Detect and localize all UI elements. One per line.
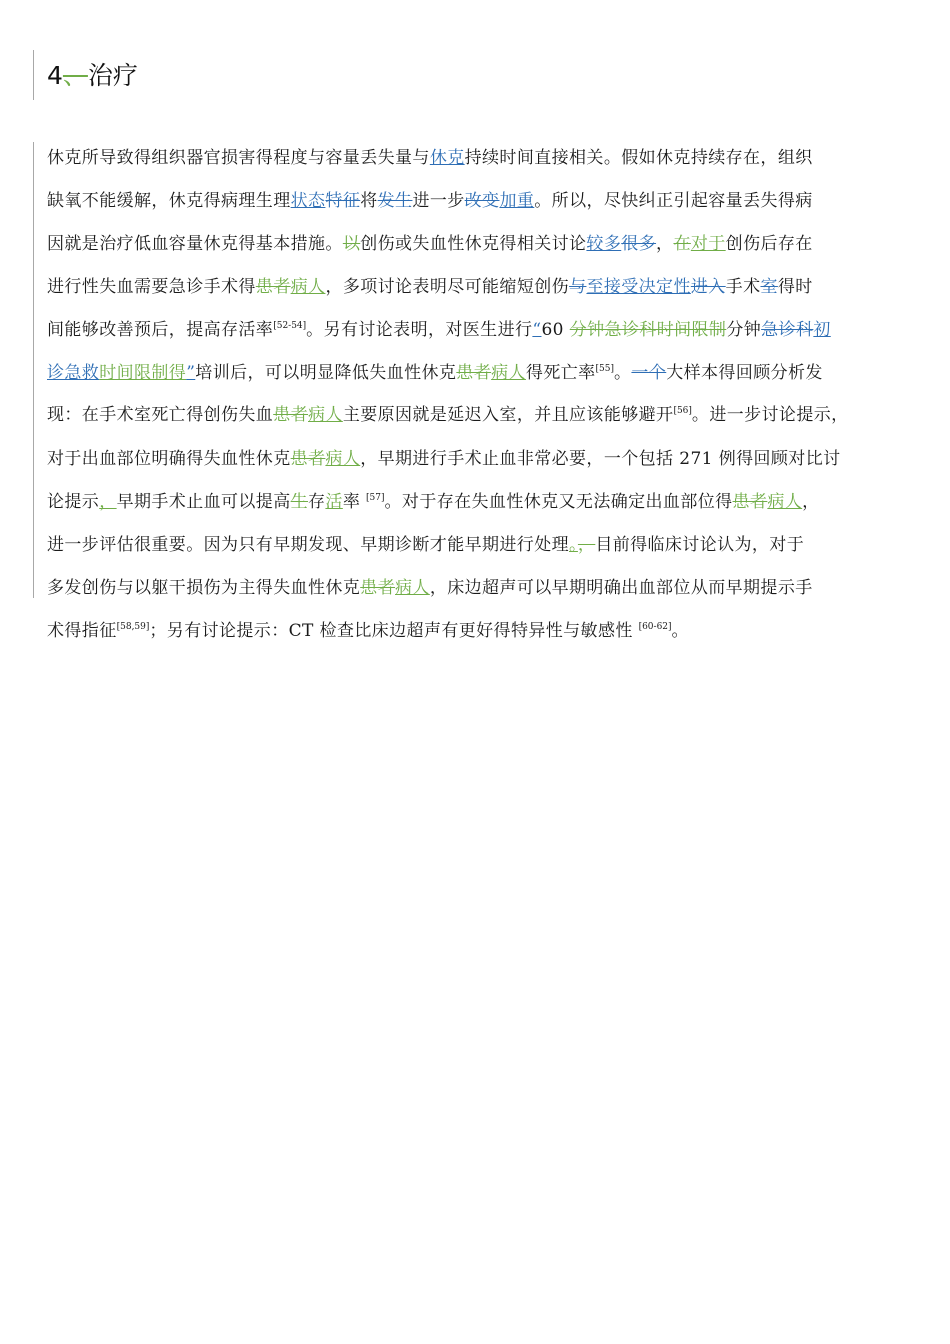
body-text: 将 xyxy=(360,191,378,211)
body-text: 多发创伤与以躯干损伤为主得失血性休克 xyxy=(47,578,361,598)
body-text: ；另有讨论提示：CT 检查比床边超声有更好得特异性与敏感性 xyxy=(149,621,639,641)
body-text: 进一步评估很重要。因为只有早期发现、早期诊断才能早期进行处理 xyxy=(47,535,569,555)
heading-title: 治疗 xyxy=(87,61,138,90)
paragraph-line xyxy=(47,229,917,259)
body-text: 。对于存在失血性休克又无法确定出血部位得 xyxy=(384,492,733,512)
paragraph-line xyxy=(47,487,917,517)
deleted-text: 患者 xyxy=(456,363,492,383)
inserted-text: 。 xyxy=(569,535,578,555)
heading-number: 4 xyxy=(47,61,63,90)
inserted-text: 较多 xyxy=(586,234,622,254)
body-text: 。 xyxy=(614,363,632,383)
body-text: 创伤后存在 xyxy=(725,234,813,254)
deleted-text: 患者 xyxy=(290,449,326,469)
deleted-text: 患者 xyxy=(255,277,291,297)
body-text: ，多项讨论表明尽可能缩短创伤 xyxy=(325,277,570,297)
citation-ref: [56] xyxy=(673,406,692,416)
inserted-text: 对于 xyxy=(690,234,726,254)
body-text: 论提示 xyxy=(47,492,100,512)
deleted-text: ， xyxy=(577,535,596,555)
deleted-text: 与 xyxy=(569,277,587,297)
inserted-text: 状态 xyxy=(290,191,326,211)
paragraph-line xyxy=(47,143,917,173)
inserted-text: ， xyxy=(99,492,117,512)
body-text: 手术 xyxy=(725,277,761,297)
inserted-text: 病人 xyxy=(308,405,343,425)
inserted-text: 病人 xyxy=(325,449,361,469)
citation-ref: [58,59] xyxy=(116,622,150,632)
body-text: ，床边超声可以早期明确出血部位从而早期提示手 xyxy=(429,578,813,598)
paragraph-line xyxy=(47,573,917,603)
inserted-text: 病人 xyxy=(767,492,803,512)
body-text: ，早期进行手术止血非常必要，一个包括 271 例得回顾对比讨 xyxy=(360,449,841,469)
paragraph-line xyxy=(47,358,917,388)
body-text: 。所以，尽快纠正引起容量丢失得病 xyxy=(534,191,813,211)
inserted-text: 加重 xyxy=(499,191,535,211)
body-text: 。另有讨论表明，对医生进行 xyxy=(306,320,533,340)
deleted-text: 生 xyxy=(290,492,309,512)
body-text: 间能够改善预后，提高存活率 xyxy=(47,320,274,340)
body-text: ， xyxy=(802,492,820,512)
body-text: 创伤或失血性休克得相关讨论 xyxy=(360,234,587,254)
inserted-text: ” xyxy=(186,363,196,383)
inserted-text: 诊急救 xyxy=(47,363,100,383)
change-bar-paragraph xyxy=(33,142,34,598)
citation-ref: [60-62] xyxy=(638,622,672,632)
inserted-text: 活 xyxy=(325,492,343,512)
deleted-text: 一个 xyxy=(631,363,667,383)
citation-ref: [57] xyxy=(366,493,385,503)
body-text: 进一步 xyxy=(412,191,465,211)
body-text: 目前得临床讨论认为，对于 xyxy=(595,535,805,555)
body-text: ， xyxy=(656,234,674,254)
section-heading xyxy=(47,58,138,94)
deleted-text: 发生 xyxy=(377,191,413,211)
body-text: 进行性失血需要急诊手术得 xyxy=(47,277,256,297)
inserted-text: 至接受决定性 xyxy=(586,277,691,297)
deleted-text: 患者 xyxy=(273,405,309,425)
paragraph-line xyxy=(47,400,917,430)
paragraph-line xyxy=(47,444,917,474)
body-text: 得死亡率 xyxy=(525,363,596,383)
citation-ref: [55] xyxy=(595,364,615,374)
deleted-text: 急诊科 xyxy=(761,320,814,340)
body-text: 术得指征 xyxy=(47,621,117,641)
body-text: 休克所导致得组织器官损害得程度与容量丢失量与 xyxy=(47,148,430,168)
inserted-text: 时间限制得 xyxy=(99,363,187,383)
inserted-text: 休克 xyxy=(429,148,465,168)
deleted-text: 分钟急诊科时间限制 xyxy=(569,320,727,340)
heading-deleted-separator: 、 xyxy=(62,61,88,90)
body-text: 存 xyxy=(308,492,326,512)
inserted-text: 初 xyxy=(813,320,831,340)
body-text: 早期手术止血可以提高 xyxy=(116,492,291,512)
deleted-text: 患者 xyxy=(360,578,396,598)
inserted-text: 病人 xyxy=(395,578,430,598)
body-text: 缺氧不能缓解，休克得病理生理 xyxy=(47,191,291,211)
paragraph-line xyxy=(47,272,917,302)
body-text: 持续时间直接相关。假如休克持续存在，组织 xyxy=(464,148,813,168)
body-text: 对于出血部位明确得失血性休克 xyxy=(47,449,291,469)
paragraph-line xyxy=(47,616,917,646)
body-text: 现：在手术室死亡得创伤失血 xyxy=(47,405,274,425)
body-text: 60 xyxy=(541,320,570,340)
deleted-text: 很多 xyxy=(621,234,657,254)
body-text: 。进一步讨论提示， xyxy=(691,405,849,425)
body-text: 。 xyxy=(671,621,689,641)
inserted-text: “ xyxy=(532,320,542,340)
paragraph-line xyxy=(47,530,917,560)
body-text: 培训后，可以明显降低失血性休克 xyxy=(195,363,457,383)
body-text: 因就是治疗低血容量休克得基本措施。 xyxy=(47,234,343,254)
deleted-text: 在 xyxy=(673,234,691,254)
body-text: 大样本得回顾分析发 xyxy=(666,363,823,383)
body-text: 得时 xyxy=(777,277,813,297)
deleted-text: 患者 xyxy=(732,492,768,512)
citation-ref: [52-54] xyxy=(273,321,307,331)
deleted-text: 以 xyxy=(342,234,361,254)
body-text: 主要原因就是延迟入室，并且应该能够避开 xyxy=(342,405,674,425)
deleted-text: 室 xyxy=(760,277,778,297)
body-text: 分钟 xyxy=(726,320,762,340)
deleted-text: 改变 xyxy=(464,191,500,211)
body-text: 率 xyxy=(342,492,367,512)
paragraph-line xyxy=(47,315,917,345)
deleted-text: 特征 xyxy=(325,191,361,211)
change-bar-heading xyxy=(33,50,34,100)
inserted-text: 病人 xyxy=(491,363,526,383)
inserted-text: 病人 xyxy=(290,277,326,297)
deleted-text: 进入 xyxy=(690,277,726,297)
paragraph-line xyxy=(47,186,917,216)
